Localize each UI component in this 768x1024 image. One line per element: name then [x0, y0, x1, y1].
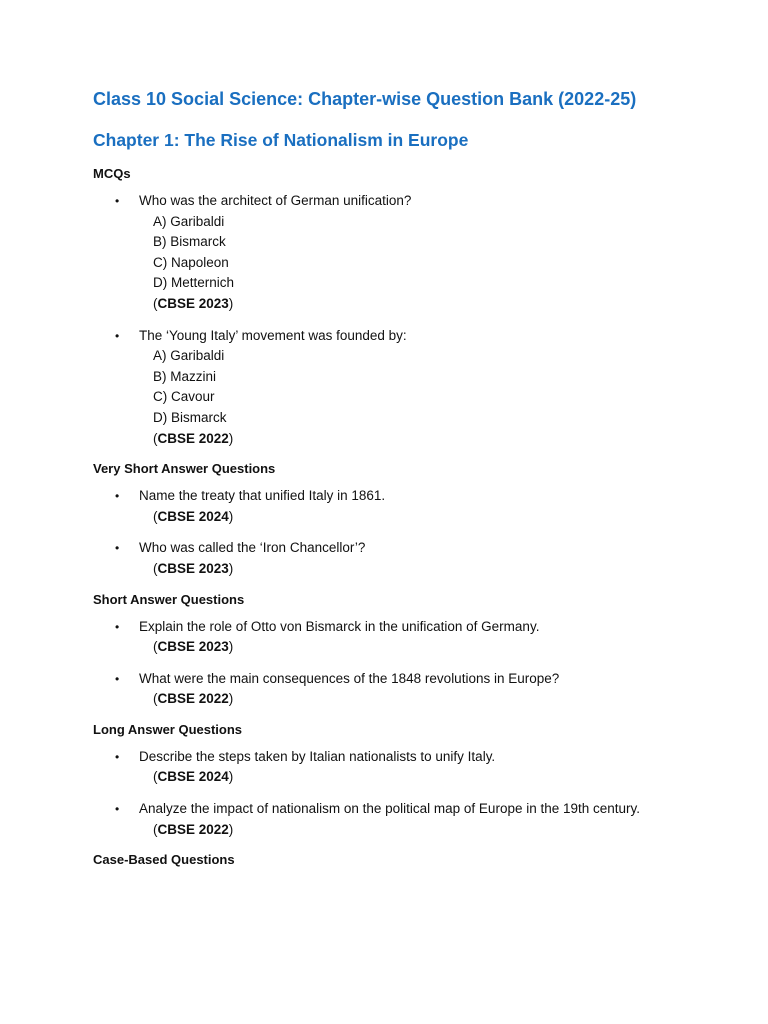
chapter-title: Chapter 1: The Rise of Nationalism in Europe: [93, 130, 469, 150]
source-tag: (CBSE 2023): [153, 295, 234, 311]
question-text: What were the main consequences of the 1848 revolutions in Europe?: [139, 670, 560, 686]
bullet-icon: •: [115, 619, 120, 634]
question-text: The ‘Young Italy’ movement was founded by:: [139, 327, 407, 343]
short-question: [93, 617, 733, 658]
option: C) Cavour: [153, 389, 215, 405]
very-short-list: [93, 486, 733, 579]
section-heading-long: Long Answer Questions: [93, 721, 243, 737]
short-list: [93, 617, 733, 710]
mcq-list: [93, 191, 733, 449]
option: D) Metternich: [153, 275, 235, 291]
long-list: [93, 747, 733, 840]
source-tag: (CBSE 2022): [153, 821, 234, 837]
document-title: Class 10 Social Science: Chapter-wise Question Bank (2022-25): [93, 89, 637, 109]
source-tag: (CBSE 2024): [153, 508, 234, 524]
question-text: Explain the role of Otto von Bismarck in the unification of Germany.: [139, 618, 540, 634]
question-text: Describe the steps taken by Italian nationalists to unify Italy.: [139, 748, 496, 764]
mcq-question: [93, 326, 733, 450]
bullet-icon: •: [115, 194, 120, 208]
question-text: Who was called the ‘Iron Chancellor’?: [139, 540, 366, 556]
bullet-icon: •: [115, 489, 120, 504]
bullet-icon: •: [115, 328, 120, 343]
option: D) Bismarck: [153, 409, 227, 425]
very-short-question: [93, 538, 733, 579]
section-heading-very-short: Very Short Answer Questions: [93, 461, 276, 477]
source-tag: (CBSE 2022): [153, 430, 234, 446]
bullet-icon: •: [115, 671, 120, 686]
bullet-icon: •: [115, 541, 120, 556]
document-page: [93, 86, 733, 877]
source-tag: (CBSE 2022): [153, 691, 234, 707]
bullet-icon: •: [115, 802, 120, 817]
source-tag: (CBSE 2024): [153, 769, 234, 785]
short-question: [93, 669, 733, 710]
section-heading-short: Short Answer Questions: [93, 591, 245, 607]
option: B) Mazzini: [153, 368, 217, 384]
source-tag: (CBSE 2023): [153, 560, 234, 576]
very-short-question: [93, 486, 733, 527]
section-heading-mcqs: MCQs: [93, 166, 131, 181]
section-heading-case-based: Case-Based Questions: [93, 852, 235, 868]
long-question: [93, 747, 733, 788]
option: B) Bismarck: [153, 234, 226, 250]
question-text: Who was the architect of German unification?: [139, 193, 412, 208]
mcq-question: [93, 191, 733, 315]
question-text: Analyze the impact of nationalism on the political map of Europe in the 19th century.: [139, 801, 641, 817]
question-text: Name the treaty that unified Italy in 1861.: [139, 488, 386, 504]
option: A) Garibaldi: [153, 348, 225, 364]
source-tag: (CBSE 2023): [153, 639, 234, 655]
long-question: [93, 799, 733, 840]
option: A) Garibaldi: [153, 213, 225, 229]
bullet-icon: •: [115, 749, 120, 764]
option: C) Napoleon: [153, 254, 229, 270]
